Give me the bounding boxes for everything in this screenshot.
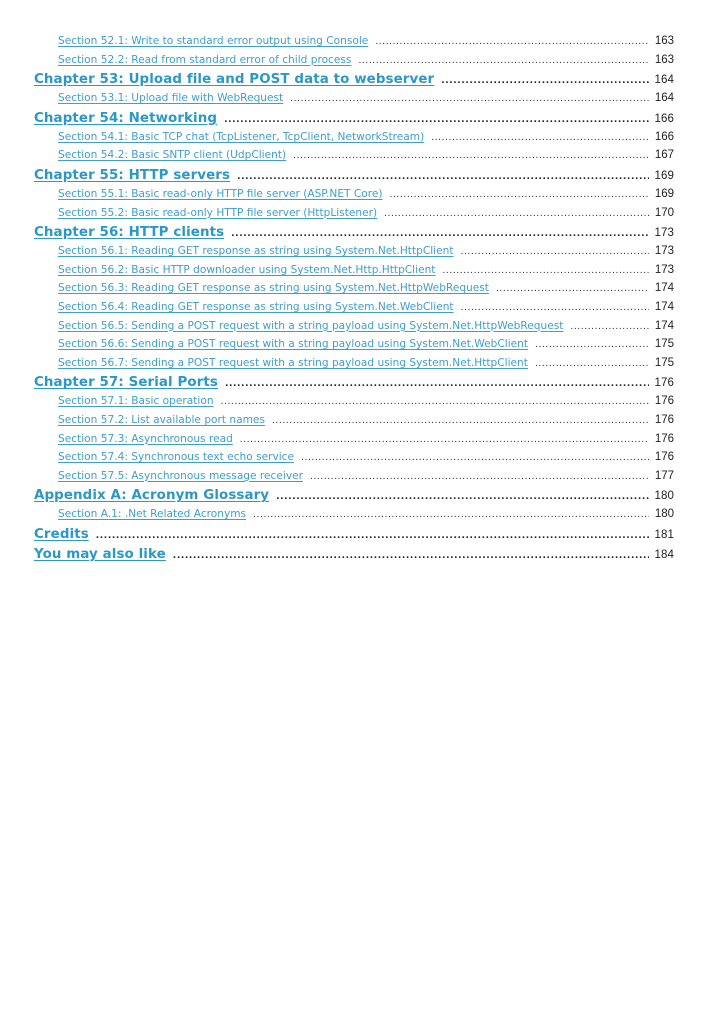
toc-entry-title: Section 57.4: Synchronous text echo service — [58, 451, 295, 464]
dot-leader — [442, 266, 648, 276]
toc-entry-title: Section 56.7: Sending a POST request with a string payload using System.Net.HttpClient — [58, 356, 528, 369]
toc-entry-title: Chapter 54: Networking — [34, 110, 218, 126]
dot-leader — [461, 247, 649, 257]
toc-page-number: 163 — [654, 53, 674, 66]
toc-page-number: 166 — [654, 112, 674, 125]
toc-entry-title: Section 57.5: Asynchronous message receiver — [58, 469, 303, 482]
toc-page-number: 176 — [654, 395, 674, 408]
dot-leader — [96, 531, 649, 541]
toc-page-number: 181 — [654, 528, 674, 541]
dot-leader — [240, 435, 649, 445]
toc-page-number: 166 — [654, 130, 674, 143]
toc-entry-title: Section 56.1: Reading GET response as string using System.Net.HttpClient — [58, 245, 454, 258]
toc-section-link[interactable] — [34, 320, 674, 339]
toc-section-link[interactable] — [34, 338, 674, 357]
toc-entry-title: Section 56.4: Reading GET response as string using System.Net.WebClient — [58, 300, 454, 313]
toc-entry-title: Section 55.1: Basic read-only HTTP file server (ASP.NET Core) — [58, 187, 383, 200]
toc-page-number: 180 — [654, 508, 674, 521]
dot-leader — [384, 209, 649, 219]
dot-leader — [441, 76, 648, 86]
toc-entry-title: Section 56.6: Sending a POST request with a string payload using System.Net.WebClient — [58, 338, 529, 351]
dot-leader — [231, 229, 648, 239]
toc-page-number: 170 — [654, 206, 674, 219]
toc-section-link[interactable] — [34, 149, 674, 168]
toc-entry-title: Section 56.5: Sending a POST request with a string payload using System.Net.HttpWebRequest — [58, 319, 564, 332]
toc-section-link[interactable] — [34, 508, 674, 527]
toc-entry-title: Section 54.2: Basic SNTP client (UdpClient) — [58, 149, 287, 162]
toc-page-number: 176 — [654, 377, 674, 390]
dot-leader — [310, 472, 649, 482]
toc-page-number: 177 — [654, 469, 674, 482]
toc-chapter-link[interactable] — [34, 225, 674, 245]
toc-page-number: 184 — [654, 548, 674, 561]
toc-chapter-link[interactable] — [34, 168, 674, 188]
dot-leader — [272, 416, 649, 426]
dot-leader — [225, 379, 649, 389]
toc-section-link[interactable] — [34, 54, 674, 73]
toc-page-number: 167 — [654, 149, 674, 162]
toc-chapter-link[interactable] — [34, 72, 674, 92]
toc-section-link[interactable] — [34, 301, 674, 320]
toc-chapter-link[interactable] — [34, 375, 674, 395]
toc-chapter-link[interactable] — [34, 488, 674, 508]
toc-section-link[interactable] — [34, 188, 674, 207]
dot-leader — [570, 322, 648, 332]
toc-page-number: 176 — [654, 451, 674, 464]
toc-entry-title: Chapter 55: HTTP servers — [34, 167, 231, 183]
dot-leader — [237, 172, 648, 182]
toc-page-number: 173 — [654, 227, 674, 240]
toc-entry-title: Section A.1: .Net Related Acronyms — [58, 508, 247, 521]
toc-page-number: 169 — [654, 187, 674, 200]
dot-leader — [276, 492, 648, 502]
dot-leader — [253, 510, 649, 520]
toc-page-number: 176 — [654, 413, 674, 426]
toc-page-number: 173 — [654, 245, 674, 258]
toc-entry-title: Section 56.3: Reading GET response as string using System.Net.HttpWebRequest — [58, 282, 489, 295]
dot-leader — [390, 190, 649, 200]
toc-entry-title: Section 56.2: Basic HTTP downloader using System.Net.Http.HttpClient — [58, 263, 436, 276]
toc-section-link[interactable] — [34, 245, 674, 264]
toc-section-link[interactable] — [34, 433, 674, 452]
toc-page-number: 174 — [654, 282, 674, 295]
toc-page-number: 174 — [654, 319, 674, 332]
dot-leader — [173, 551, 649, 561]
dot-leader — [301, 453, 649, 463]
dot-leader — [293, 151, 649, 161]
toc-entry-title: Section 53.1: Upload file with WebRequest — [58, 92, 284, 105]
toc-entry-title: Chapter 57: Serial Ports — [34, 375, 218, 391]
dot-leader — [535, 340, 649, 350]
dot-leader — [221, 397, 649, 407]
toc-page-number: 180 — [654, 490, 674, 503]
dot-leader — [535, 359, 649, 369]
toc-entry-title: Section 54.1: Basic TCP chat (TcpListener, TcpClient, NetworkStream) — [58, 130, 425, 143]
toc-page-number: 169 — [654, 169, 674, 182]
dot-leader — [358, 56, 648, 66]
toc-entry-title: Section 57.3: Asynchronous read — [58, 432, 233, 445]
toc-page-number: 175 — [654, 338, 674, 351]
toc-entry-title: You may also like — [34, 546, 166, 562]
dot-leader — [375, 37, 649, 47]
dot-leader — [290, 94, 649, 104]
toc-page-number: 164 — [654, 74, 674, 87]
toc-chapter-link[interactable] — [34, 547, 674, 567]
toc-section-link[interactable] — [34, 35, 674, 54]
toc-page-number: 175 — [654, 356, 674, 369]
toc-entry-title: Section 52.1: Write to standard error output using Console — [58, 35, 369, 47]
dot-leader — [431, 133, 649, 143]
toc-section-link[interactable] — [34, 131, 674, 150]
toc-entry-title: Section 55.2: Basic read-only HTTP file server (HttpListener) — [58, 206, 378, 219]
toc-section-link[interactable] — [34, 414, 674, 433]
toc-section-link[interactable] — [34, 264, 674, 283]
toc-section-link[interactable] — [34, 451, 674, 470]
toc-section-link[interactable] — [34, 207, 674, 226]
toc-section-link[interactable] — [34, 92, 674, 111]
toc-entry-title: Credits — [34, 526, 89, 542]
toc-section-link[interactable] — [34, 470, 674, 489]
toc-entry-title: Chapter 56: HTTP clients — [34, 225, 225, 241]
toc-section-link[interactable] — [34, 282, 674, 301]
toc-page-number: 174 — [654, 300, 674, 313]
toc-chapter-link[interactable] — [34, 111, 674, 131]
toc-section-link[interactable] — [34, 357, 674, 376]
toc-section-link[interactable] — [34, 395, 674, 414]
table-of-contents — [34, 35, 674, 567]
toc-entry-title: Section 57.2: List available port names — [58, 413, 265, 426]
toc-entry-title: Chapter 53: Upload file and POST data to webserver — [34, 72, 435, 88]
toc-page-number: 176 — [654, 432, 674, 445]
toc-page-number: 163 — [654, 35, 674, 47]
toc-entry-title: Appendix A: Acronym Glossary — [34, 488, 270, 504]
toc-page-number: 173 — [654, 263, 674, 276]
toc-chapter-link[interactable] — [34, 527, 674, 547]
dot-leader — [496, 284, 649, 294]
dot-leader — [224, 115, 648, 125]
toc-entry-title: Section 57.1: Basic operation — [58, 395, 214, 408]
toc-page-number: 164 — [654, 92, 674, 105]
toc-entry-title: Section 52.2: Read from standard error of child process — [58, 53, 352, 66]
dot-leader — [461, 303, 649, 313]
